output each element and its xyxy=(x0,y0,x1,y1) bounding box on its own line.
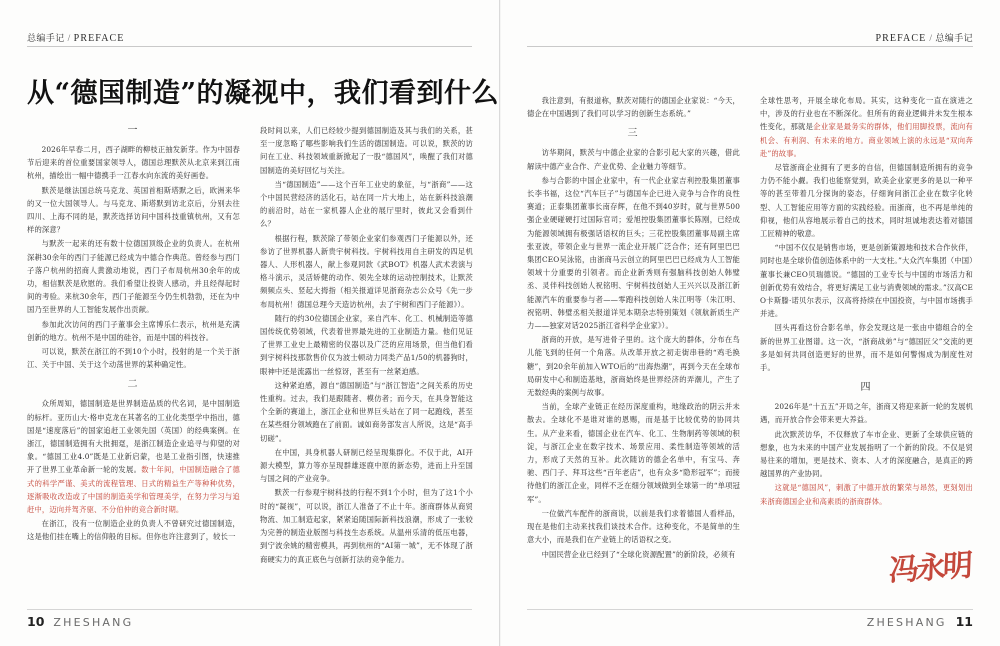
column-3 xyxy=(527,94,740,564)
paragraph: 访华期间，默茨与中德企业家的合影引起大家的兴趣，借此解读中德产业合作、产业优势、企业魅力等细节。 xyxy=(527,148,740,171)
paragraph: 参与合影的中国企业家中，有一代企业家吉利控股集团董事长李书福，这位“汽车巨子”与德国车企已进入竞争与合作的良性赛道；正泰集团董事长南存辉，在他不到40岁时，就与世界500强企业硬碰硬打过国际官司；爱旭控股集团董事长陈刚，已经成为能源领域拥有极强话语权的巨头；三花控股集团董事局副主席张亚波，带领企业与世界一流企业开展广泛合作；还有阿里巴巴集团CEO吴泳铭，由浙商马云创立的阿里巴巴已经成为人工智能领域十分重要的引领者。而企业新秀则有强脑科技创始人韩璧丞、灵伴科技创始人祝铭明、宇树科技创始人王兴兴以及浙江新能源汽车的重要参与者——零跑科技创始人朱江明等（朱江明、祝铭明、韩璧丞相关报道详见本期杂志特别策划《领航新质生产力——独家对话2025浙江省科学企业家》）。 xyxy=(527,175,740,331)
author-signature: 冯永明 xyxy=(888,548,971,589)
folio-left xyxy=(27,611,142,630)
column-2 xyxy=(260,124,473,564)
paragraph: 此次默茨访华，不仅释放了车市企业、更新了全球供应链的想象，也为未来的中国产业发展指明了一个新的阶段。不仅是贸易往来的增加，更是技术、资本、人才的深度融合，是真正的跨越国界的产业协同。 xyxy=(760,429,973,479)
header-rule-right xyxy=(527,46,973,47)
section-number-one: 一 xyxy=(127,125,140,136)
paragraph: 在中国，具身机器人研制已经呈现集群化。不仅于此，AI开源大模型，算力等亦呈现群雄逐鹿中原的新态势，进而上升至国与国之间的产业竞争。 xyxy=(260,447,473,484)
running-head-left-separator: / xyxy=(67,34,71,44)
running-head-right-en: PREFACE xyxy=(875,33,927,44)
paragraph: 默茨一行参观宇树科技的行程不到1个小时，但为了这1个小时的“凝视”，可以说，浙江人准备了不止十年。浙商群体从商贸物流、加工制造起家，紧紧追随国际新科技浪潮，形成了一张较为完善的制造业版图与科技生态系统。从温州乐清的低压电器，到宁波余姚的精密模具，再到杭州的“AI第一城”，无不体现了浙商硬实力的真正底色与创新打法的竞争能力。 xyxy=(260,488,473,564)
column-4 xyxy=(760,94,973,564)
spread-gutter xyxy=(499,0,501,646)
paragraph-with-highlight xyxy=(27,397,240,516)
paragraph-with-highlight xyxy=(760,94,973,160)
running-head-right xyxy=(875,31,973,44)
paragraph: 段时间以来，人们已经较少提到德国制造及其与我们的关系，甚至一度忽略了哪些影响我们生活的德国制造。可以说，默茨的访问在工业、科技领域重新掀起了一股“德国风”，唤醒了我们对德国制造的美好回忆与关注。 xyxy=(260,126,473,175)
running-head-left xyxy=(27,31,125,44)
paragraph: 当前，全球产业链正在经历深度重构，地缘政治的阴云并未散去。全球化不是谁对谁的恩赐，而是基于比较优势的协同共生。从产业来看，德国企业在汽车、化工、生物制药等领域的积淀，与浙江企业在数字技术、场景应用、柔性制造等领域的活力，形成了天然的互补。此次随访的德企名单中，有宝马、奔驰、西门子、拜耳这些“百年老店”，也有众多“隐形冠军”；而接待他们的浙江企业，同样不乏在细分领域做到全球第一的“单项冠军”。 xyxy=(527,402,740,504)
paragraph-text: 众所周知，德国制造是世界制造品质的代名词，是中国制造的标杆。亚历山大·格申克龙在其著名的工业化类型学中指出，德国是“速度落后”的国家追赶工业领先国（英国）的经典案例。在浙江，德国制造拥有大批拥趸，是浙江制造企业追寻与仰望的对象。“德国工业4.0”既是工业新启蒙，也是工业指引图，快速推开了世界工业革命新一轮的发展。 xyxy=(27,399,240,475)
paragraph: 尽管浙商企业拥有了更多的自信，但德国制造所拥有的竞争力仍不能小觑。我们也能察觉到，欧美企业家更多的是以一种平等的甚至带着几分探询的姿态，仔细询问浙江企业在数字化转型、人工智能应用等方面的实践经验。而浙商，也不再是单纯的仰视，他们从容地展示着自己的技术，同时坦诚地表达着对德国工匠精神的敬意。 xyxy=(760,163,973,239)
section-number-four: 四 xyxy=(860,382,873,394)
section-number-three: 三 xyxy=(627,128,640,140)
brand-name-right: ZHESHANG xyxy=(866,616,947,629)
paragraph: 中国民营企业已经到了“全球化资源配置”的新阶段，必须有 xyxy=(541,549,736,559)
paragraph: 与默茨一起来的还有数十位德国顶级企业的负责人。在杭州深耕30余年的西门子能源已经成为中德合作典范。曾经参与西门子落户杭州的招商人黄激动地说，西门子布局杭州30余年的成功，相信默茨是欣慰的。我们希望让投资人感动，并且经得起时间的考验。来杭30余年，西门子能源至今仍生机勃勃，还在为中国乃至世界的人工智能发展作出贡献。 xyxy=(27,239,240,315)
page-number-left: 10 xyxy=(27,614,45,629)
paragraph-text: 全球性思考，开展全球化布局。其实，这种变化一直在演进之中，涉及的行业也在不断深化。但所有的商业逻辑并未发生根本性变化，那就是 xyxy=(760,96,973,132)
paragraph: 根据行程，默茨除了带领企业家们参观西门子能源以外，还参访了世界机器人新贵宇树科技。宇树科技用自主研发的四足机器人、人形机器人，献上参观同款《武BOT》机器人武术表演与格斗演示，灵活矫健的动作、领先全球的运动控制技术，让默茨频频点头、竖起大拇指（相关报道详见浙商杂志公众号《先一步布局杭州！德国总理今天造访杭州，去了宇树和西门子能源》）。 xyxy=(260,233,473,309)
section-number-two: 二 xyxy=(127,379,140,391)
running-head-left-cn: 总编手记 xyxy=(27,34,65,44)
footer-rule-right xyxy=(527,609,973,610)
paragraph: 参加此次访问的西门子董事会主席博乐仁表示，杭州是充满创新的地方。杭州不是中国的硅谷，而是中国的科技谷。 xyxy=(27,319,240,342)
paragraph: 这种紧迫感，源自“德国制造”与“浙江智造”之间关系的历史性重构。过去，我们是跟随者、模仿者；而今天，在具身智能这个全新的赛道上，浙江企业和世界巨头站在了同一起跑线，甚至在某些细分领域跑在了前面。诚如商务部发言人所说，这是“高手切磋”。 xyxy=(260,380,473,443)
highlighted-text: 数十年间，中国制造融合了德式的科学严谨、美式的流程管理、日式的精益生产等种种优势，逐渐吸收改造或了中国的制造美学和管理美学，在努力学习与追赶中，迈向并驾齐驱、不分伯仲的竞合新时期。 xyxy=(27,465,241,515)
right-page-columns xyxy=(527,94,973,564)
paragraph: 回头再看这份合影名单，你会发现这是一张由中德组合的全新的世界工业图谱。这一次，“浙商战弟”与“德国匠父”交流的更多是如何共同创造更好的世界，而不是如何警惕成为制度性对手。 xyxy=(760,323,973,373)
paragraph: 默茨是继法国总统马克龙、英国首相斯塔默之后，欧洲来华的又一位大国领导人。与马克龙、斯塔默到访北京后，分别去往四川、上海不同的是，默茨选择访问中国科技重镇杭州，又有怎样的深意？ xyxy=(27,185,240,235)
paragraph: 2026年是“十五五”开局之年，浙商又将迎来新一轮的发展机遇，而开放合作会带来更大养益。 xyxy=(760,402,973,425)
paragraph: 一位做汽车配件的浙商说，以前是我们求着德国人看样品，现在是他们主动来找我们谈技术合作。这种变化，不是简单的生意大小，而是我们在产业链上的话语权之变。 xyxy=(527,508,740,545)
running-head-right-cn: 总编手记 xyxy=(935,34,973,44)
page-number-right: 11 xyxy=(955,614,973,629)
right-page xyxy=(500,0,1000,646)
paragraph-highlighted xyxy=(760,481,973,507)
brand-name-left: ZHESHANG xyxy=(53,616,134,629)
paragraph: 浙商的开放，是写进骨子里的。这个庞大的群体，分布在鸟儿能飞到的任何一个角落。从改革开放之初走街串巷的“鸡毛换糖”，到20余年前加入WTO后的“出海热潮”，再到今天在全球布局研发中心和制造基地，浙商始终是世界经济的弄潮儿，产生了无数经典的案例与故事。 xyxy=(527,335,740,398)
paragraph: 我注意到，有报道称，默茨对随行的德国企业家说：“今天，德企在中国遇到了我们可以学习的创新生态系统。” xyxy=(527,96,740,119)
paragraph: 在浙江，没有一位制造企业的负责人不曾研究过德国制造，这是他们挂在嘴上的信仰般的目标。但你也许注意到了，较长一 xyxy=(27,519,240,542)
highlighted-text: 这就是“德国风”，刺激了中德开放的繁荣与昂然，更刻划出来浙商德国企业和高素质的浙商群体。 xyxy=(760,483,973,506)
header-rule-left xyxy=(27,46,472,47)
folio-right xyxy=(858,611,973,630)
page-title: 从“德国制造”的凝视中，我们看到什么 xyxy=(27,78,500,109)
paragraph: 随行的约30位德国企业家，来自汽车、化工、机械制造等德国传统优势领域，代表着世界最先进的工业制造力量。他们见证了世界工业史上最精密的仪器以及广泛的应用场景，但当他们看到宇树科技那款售价仅为波士顿动力同类产品1/50的机器狗时，眼神中还是流露出一丝惊讶，甚至有一丝紧迫感。 xyxy=(260,313,473,376)
paragraph: 当“德国制造”——这个百年工业史的象征，与“浙商”——这个中国民营经济的活化石，站在同一片大地上，站在新科技浪潮的前沿时，站在一家机器人企业的展厅里时，彼此又会看到什么？ xyxy=(260,179,473,229)
left-page-columns xyxy=(27,124,473,564)
running-head-left-en: PREFACE xyxy=(73,33,125,44)
footer-rule-left xyxy=(27,609,472,610)
paragraph: “中国不仅仅是销售市场，更是创新策源地和技术合作伙伴，同时也是全球价值创造体系中的一大支柱。”大众汽车集团（中国）董事长兼CEO贝瑞德说。“德国的工业专长与中国的市场活力和创新优势有效结合，将更好满足工业与消费领域的需求。”汉高CEO卡斯滕·诺贝尔表示，汉高将持续在中国投资，与中国市场携手并进。 xyxy=(760,243,973,319)
running-head-right-separator: / xyxy=(929,34,933,44)
column-1 xyxy=(27,124,240,564)
paragraph: 可以说，默茨在浙江的不到10个小时，投射的是一个关于浙江、关于中国、关于这个动荡世界的某种确定性。 xyxy=(27,347,240,370)
highlighted-text: 企业家是最务实的群体，他们用脚投票，流向有机会、有利润、有未来的地方。商业领域上演的永远是“双向奔赴”的故事。 xyxy=(760,122,973,158)
paragraph: 2026年早春二月，西子湖畔的柳枝正抽发新芽。作为中国春节后迎来的首位重要国家领导人，德国总理默茨从北京来到江南杭州，描绘出一幅中德携手一江春水向东流的美好画卷。 xyxy=(27,145,240,181)
